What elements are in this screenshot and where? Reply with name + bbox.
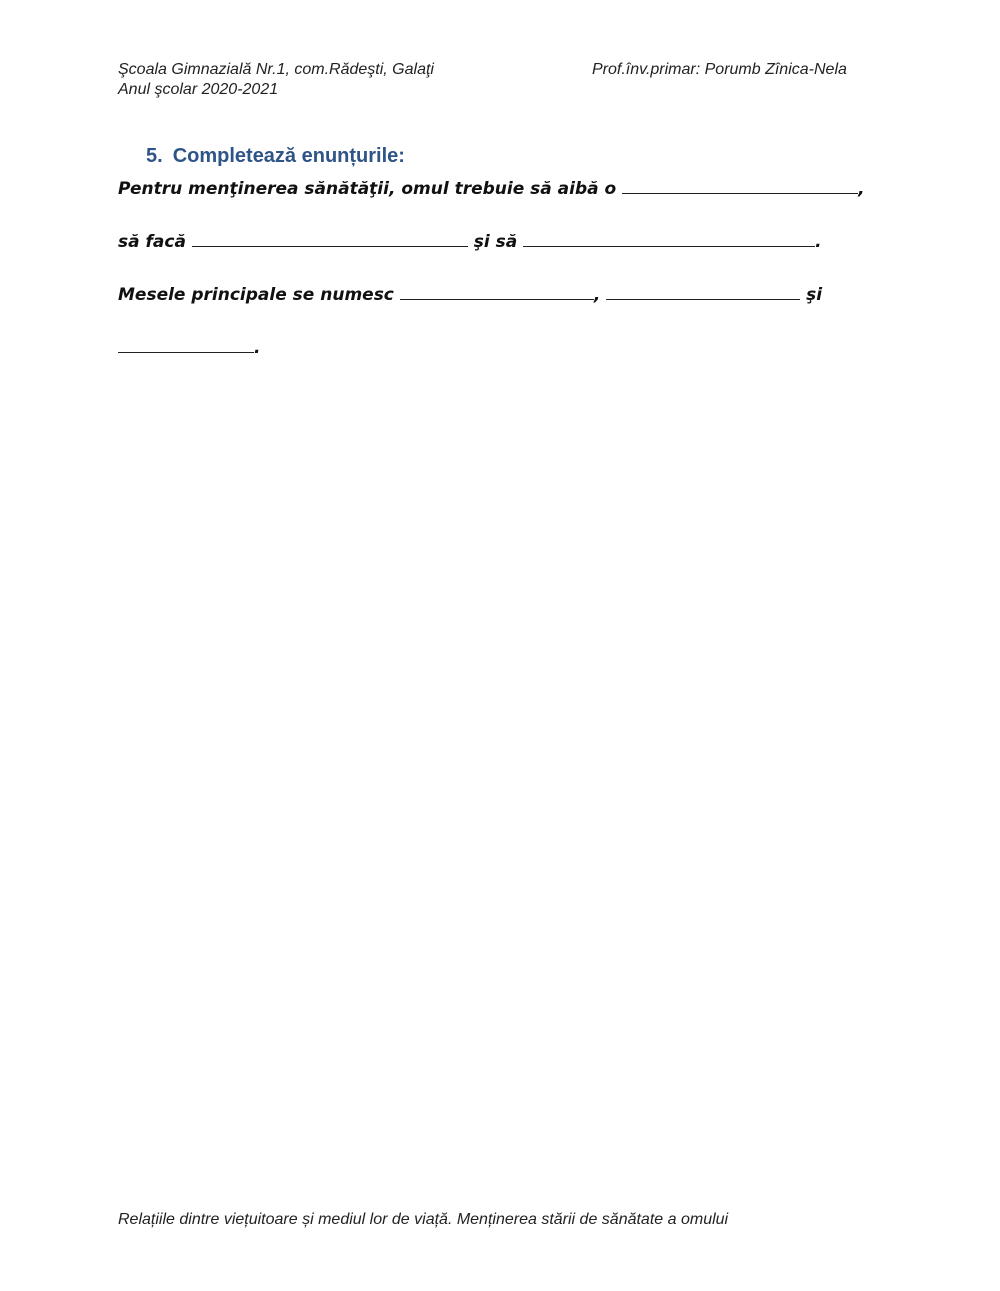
sentence-3-and: şi — [806, 285, 823, 305]
school-year: Anul şcolar 2020-2021 — [118, 81, 279, 98]
teacher-name: Prof.înv.primar: Porumb Zînica-Nela — [592, 61, 847, 78]
blank-field-2[interactable] — [192, 228, 468, 247]
sentence-1-comma: , — [858, 179, 865, 199]
footer-topic: Relațiile dintre viețuitoare și mediul lor de viață. Menținerea stării de sănătate a omului — [118, 1211, 729, 1228]
sentence-1-text: Pentru menţinerea sănătăţii, omul trebuie să aibă o — [118, 179, 617, 199]
sentence-3-comma: , — [593, 285, 601, 305]
sentence-3 — [118, 281, 822, 307]
sentence-3-start: Mesele principale se numesc — [118, 285, 394, 305]
task-number: 5. — [146, 145, 163, 167]
blank-field-5[interactable] — [606, 281, 800, 300]
school-name: Şcoala Gimnazială Nr.1, com.Rădeşti, Galaţi — [118, 61, 434, 78]
sentence-4 — [118, 334, 260, 360]
sentence-2-mid: şi să — [473, 232, 518, 252]
header-school-info — [118, 60, 434, 100]
sentence-4-end: . — [254, 338, 261, 358]
sentence-1 — [118, 175, 865, 201]
blank-field-3[interactable] — [523, 228, 815, 247]
task-title: Completează enunțurile: — [172, 145, 405, 167]
blank-field-6[interactable] — [118, 334, 254, 353]
sentence-2-start: să facă — [118, 232, 186, 252]
blank-field-4[interactable] — [400, 281, 594, 300]
blank-field-1[interactable] — [622, 175, 858, 194]
sentence-2-end: . — [815, 232, 822, 252]
sentence-2 — [118, 228, 822, 254]
task-heading — [146, 145, 405, 168]
